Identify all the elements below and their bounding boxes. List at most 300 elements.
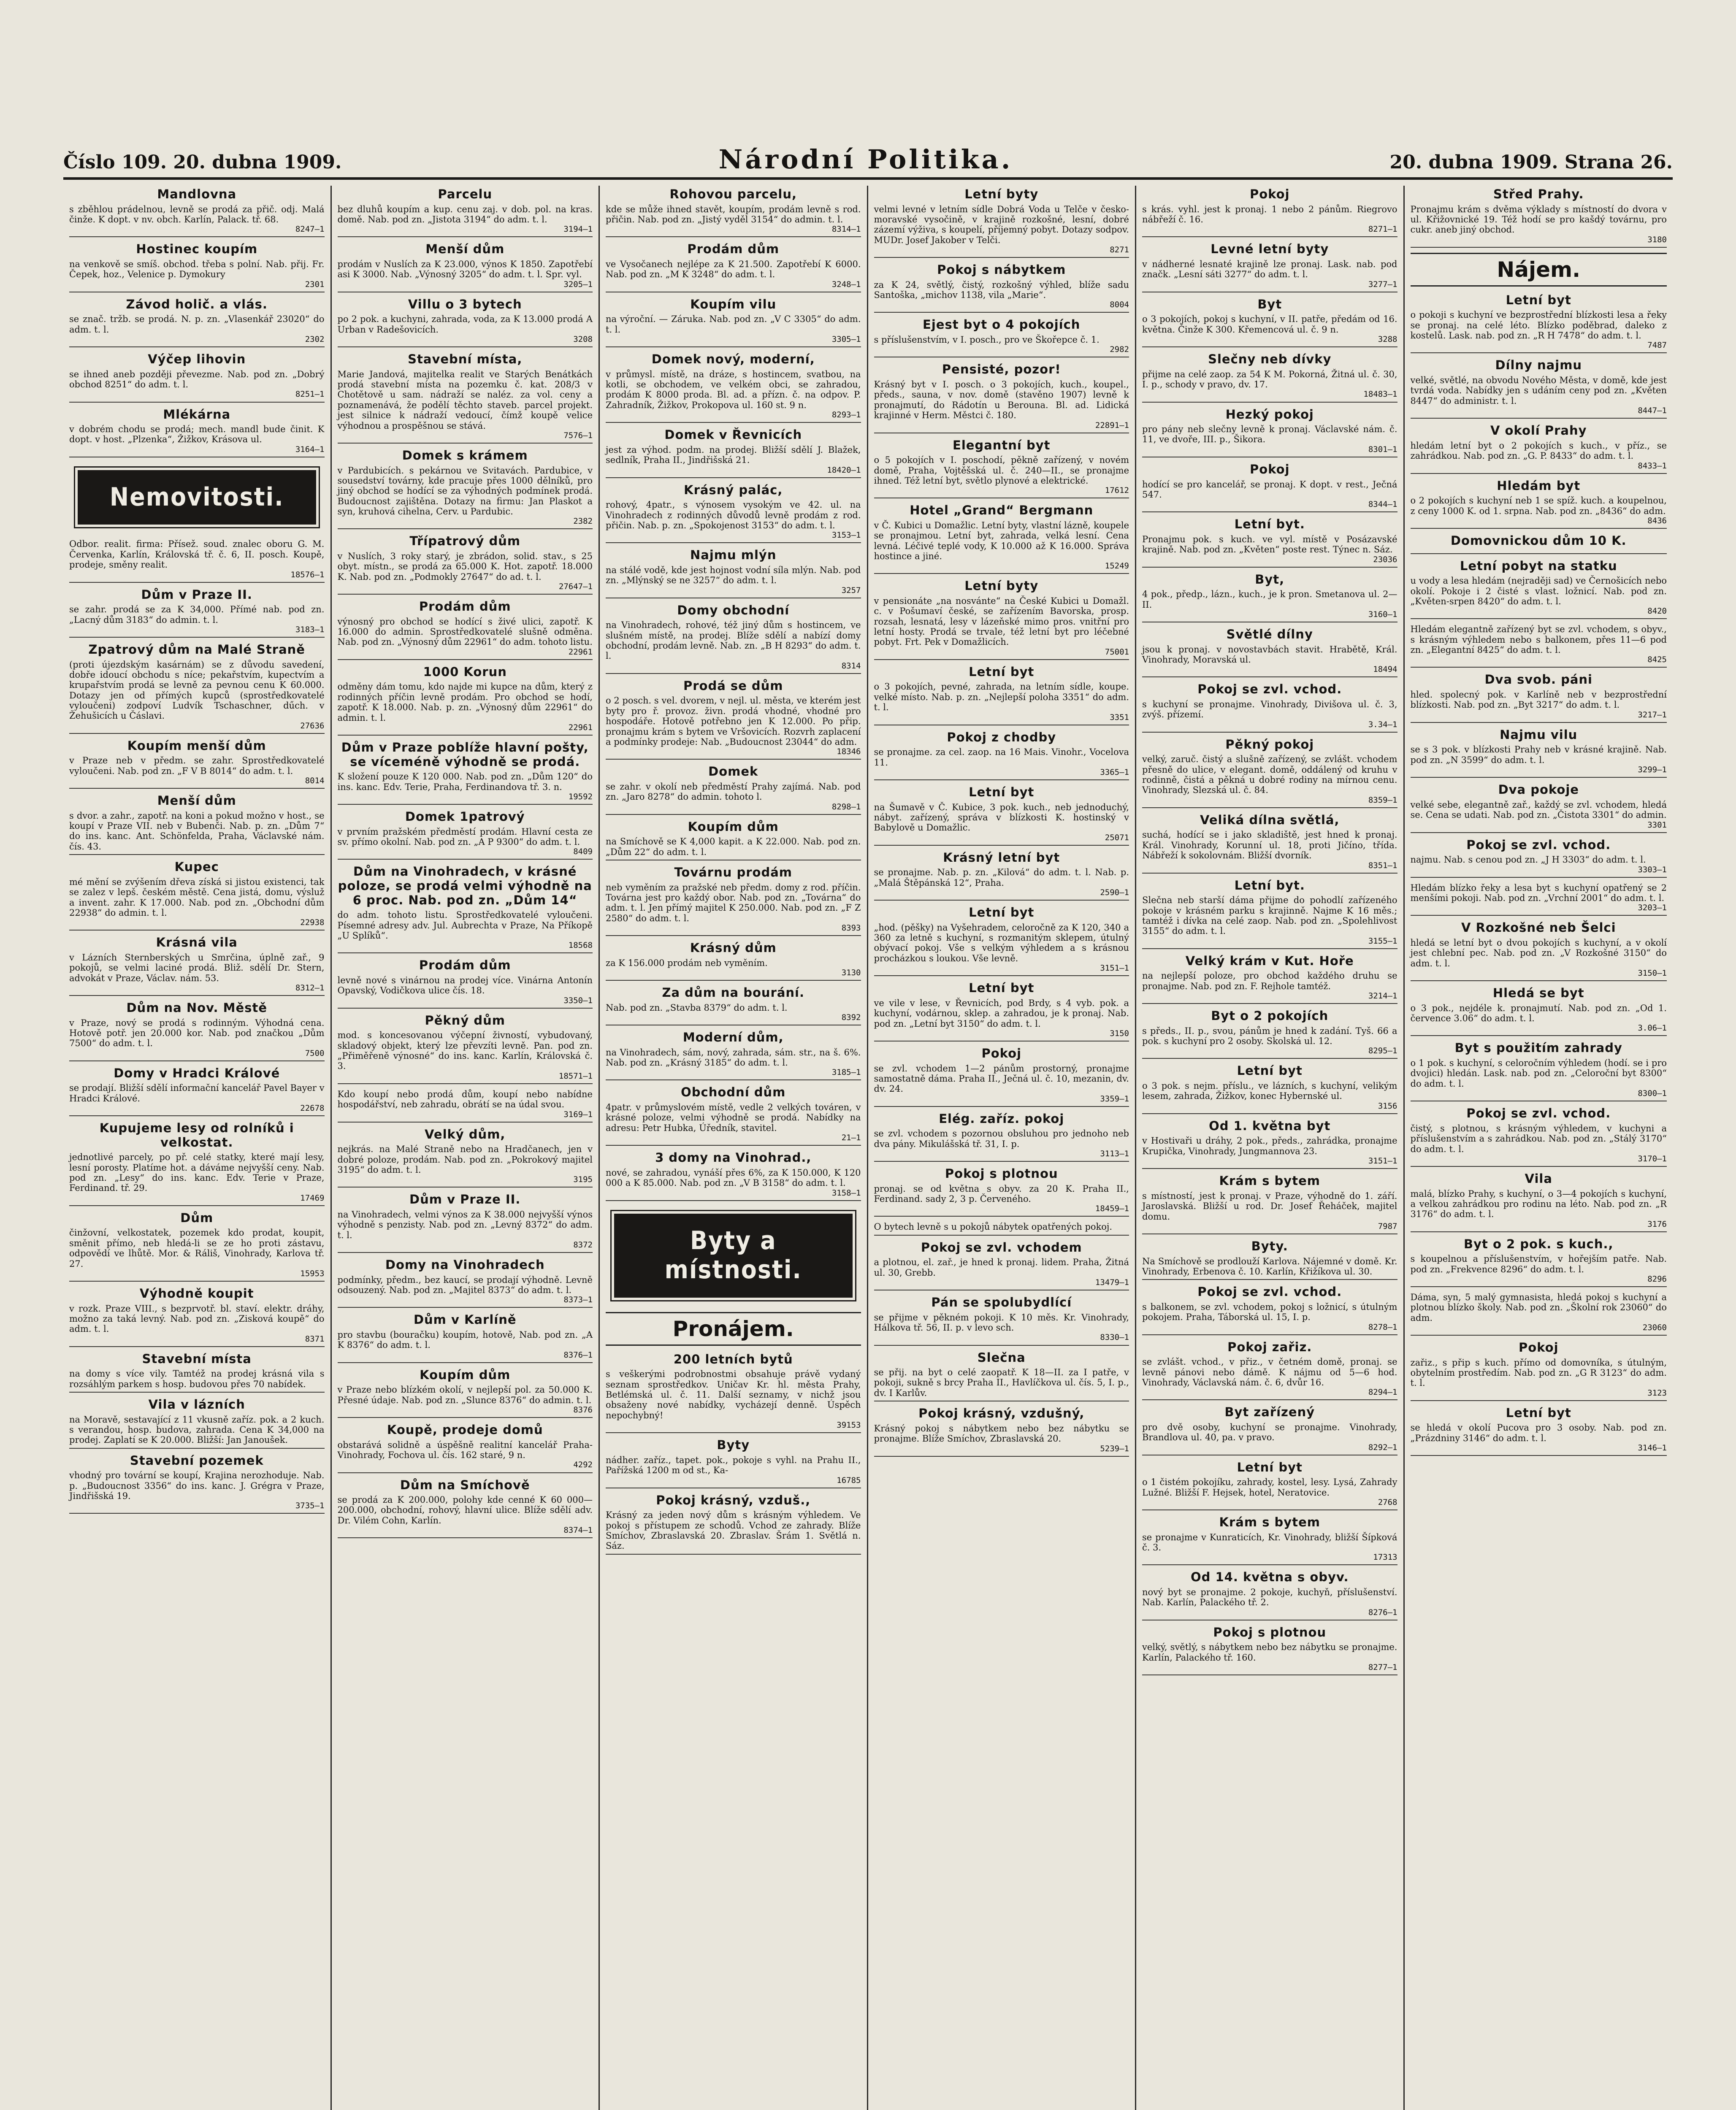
ad-text: o 3 pok., nejdéle k. pronajmutí. Nab. pod zn. „Od 1. července 3.06“ do adm. t. l. — [1410, 1003, 1667, 1024]
classified-ad — [1142, 879, 1397, 949]
ad-text: do adm. tohoto listu. Sprostředkovatelé vyloučeni. Písemné adresy adv. Jul. Aubrechta v Praze, Na Příkopě „U Splíků“. — [337, 910, 593, 941]
ad-reference-number: 8376 — [573, 1405, 593, 1415]
classified-ad — [606, 679, 861, 760]
ad-title: Letní byty — [964, 187, 1039, 201]
ad-reference-number: 2301 — [305, 279, 325, 289]
classified-ad — [338, 1478, 593, 1539]
ad-title: Kupec — [174, 860, 219, 874]
classified-ad — [874, 438, 1129, 499]
ad-text: ve vile v lese, v Řevnicích, pod Brdy, s 4 vyb. pok. a kuchyní, vodárnou, sklep. a zahradou, je k pronaj. Nab. pod zn. „Letní byt 3150“ do adm. t. l. — [874, 998, 1129, 1029]
ad-title: Vila — [1525, 1171, 1552, 1186]
classified-ad — [338, 1258, 593, 1308]
ad-reference-number: 3164—1 — [295, 444, 325, 454]
ad-title: Krám s bytem — [1219, 1515, 1320, 1530]
ad-reference-number: 2382 — [573, 517, 593, 526]
ad-title: Rohovou parcelu, — [669, 187, 797, 201]
classified-ad — [1142, 517, 1397, 567]
ad-reference-number: 4292 — [573, 1460, 593, 1470]
classified-ad — [606, 1151, 861, 1201]
ad-reference-number: 3288 — [1378, 335, 1397, 344]
ad-title: Pokoj se zvl. vchod. — [1466, 1106, 1611, 1121]
classified-ad — [874, 1351, 1129, 1402]
classified-ad — [69, 860, 325, 931]
ad-title: Výčep lihovin — [148, 352, 246, 367]
ad-text: za K 24, světlý, čistý, rozkošný výhled, blíže sadu Santoška, „michov 1138, vila „Marie“. — [874, 279, 1129, 300]
ad-reference-number: 3301 — [1647, 820, 1667, 830]
column-5 — [1136, 186, 1405, 2110]
classified-ad — [1411, 559, 1667, 619]
ad-title: Dům na Vinohradech, v krásné poloze, se prodá velmi výhodně na 6 proc. Nab. pod zn. „Dům 14“ — [338, 864, 592, 907]
ad-reference-number: 8301—1 — [1368, 444, 1397, 454]
ad-reference-number: 3257 — [841, 585, 861, 595]
ad-reference-number: 7987 — [1378, 1221, 1397, 1231]
ad-text: nové, se zahradou, vynáší přes 6%, za K 150.000, K 120 000 a K 85.000. Nab. pod zn. „V B 3158“ do adm. t. l. — [606, 1167, 861, 1188]
ad-title: Letní byt — [969, 905, 1035, 920]
ad-reference-number: 2768 — [1378, 1498, 1397, 1507]
ad-reference-number: 7500 — [305, 1048, 325, 1058]
ad-title: Pokoj se zvl. vchod. — [1197, 1285, 1342, 1299]
classified-ad — [874, 906, 1129, 976]
classified-ad — [1411, 624, 1667, 668]
ad-title: Pokoj s nábytkem — [937, 262, 1066, 277]
ad-text: v Praze, nový se prodá s rodinným. Výhodná cena. Hotově potř. jen 20.000 kor. Nab. pod značkou „Dům 7500“ do adm. t. l. — [69, 1017, 325, 1049]
ad-text: zařiz., s přip s kuch. přímo od domovníka, s útulným, obytelním prostředím. Nab. pod zn. „G R 3123“ do adm. t. l. — [1410, 1357, 1667, 1388]
ad-text: s balkonem, se zvl. vchodem, pokoj s ložnicí, s útulným pokojem. Praha, Táborská ul. 15, I. p. — [1142, 1301, 1397, 1323]
ad-reference-number: 17469 — [300, 1193, 325, 1203]
ad-text: nový byt se pronajme. 2 pokoje, kuchyň, příslušenství. Nab. Karlín, Palackého tř. 2. — [1142, 1587, 1397, 1608]
ad-title: Domek 1patrový — [405, 809, 525, 824]
classified-ad — [874, 318, 1129, 357]
ad-text: O bytech levně s u pokojů nábytek opatřených pokoj. — [874, 1222, 1113, 1232]
classified-ad — [874, 981, 1129, 1041]
ad-reference-number: 3305—1 — [831, 335, 861, 344]
classified-ad — [606, 298, 861, 347]
classified-ad — [1411, 728, 1667, 778]
ad-text: se pronajme v Kunraticích, Kr. Vinohrady, bližší Šípková č. 3. — [1142, 1532, 1397, 1553]
ad-title: Domovnickou dům 10 K. — [1450, 533, 1627, 548]
ad-reference-number: 3277—1 — [1368, 279, 1397, 289]
classified-ad — [69, 187, 325, 237]
ad-text: „hod. (pěšky) na Vyšehradem, celoročně za K 120, 340 a 360 za letně s kuchyní, s rozmanitým sklepem, útulný obývací pokoj. Vše s velkým výhledem a s krásnou procházkou s loukou. Vše levně. — [874, 922, 1129, 963]
ad-text: neb vyměním za pražské neb předm. domy z rod. příčin. Továrna jest pro každý obor. Nab. pod zn. „Továrna“ do adm. t. l. Jen přímý majitel K 250.000. Nab. pod zn. „F Z 2580“ do adm. t. l. — [606, 882, 861, 923]
ad-title: Velký dům, — [425, 1127, 506, 1142]
classified-ad — [338, 1193, 593, 1253]
ad-text: se pronajme. za cel. zaop. na 16 Mais. Vinohr., Vocelova 11. — [874, 747, 1129, 768]
ad-reference-number: 8425 — [1647, 655, 1667, 665]
classified-ad — [1142, 1174, 1397, 1234]
ad-reference-number: 8312—1 — [295, 983, 325, 993]
classified-ad — [874, 851, 1129, 901]
ad-text: se zvlášt. vchod., v přiz., v četném domě, pronaj. se levně pánovi nebo dámě. K nájmu od 5—6 hod. Vinohrady, Václavská nám. č. 6, dvůr 16. — [1142, 1357, 1397, 1388]
ad-text: 4 pok., předp., lázn., kuch., je k pron. Smetanova ul. 2—II. — [1142, 589, 1397, 610]
ad-title: Dílny najmu — [1495, 358, 1582, 373]
ad-title: Pokoj — [1249, 462, 1290, 476]
classified-ad — [69, 936, 325, 996]
classified-ad — [338, 242, 593, 292]
ad-reference-number: 22891—1 — [1095, 420, 1129, 430]
ad-text: obstarává solidně a úspěšně realitní kancelář Praha-Vinohrady, Fochova ul. čís. 162 staré, 9 n. — [337, 1439, 593, 1461]
ad-reference-number: 2982 — [1110, 345, 1129, 354]
ad-text: velmi levné v letním sídle Dobrá Voda u Telče v česko-moravské vysočině, v krajině rozkošné, lesní, dobré zázemí výživa, s koupelí, příjemný pobyt. Dotazy sodpov. MUDr. Josef Jakober v Telči. — [874, 204, 1129, 245]
ad-reference-number: 3158—1 — [831, 1188, 861, 1198]
classified-ad — [1411, 358, 1667, 419]
ad-title: Koupím dům — [420, 1367, 511, 1382]
classified-ad — [1411, 1292, 1667, 1336]
ad-title: Byt o 2 pok. s kuch., — [1464, 1236, 1614, 1251]
ad-title: Dům v Praze poblíže hlavní pošty, se víceméně výhodně se prodá. — [341, 740, 589, 769]
ad-text: mé mění se zvýšením dřeva získá si jistou existenci, tak se zalez v lepš. českém městě. Cena jistá, domu, výsluž a invent. zahr. K 17.000. Nab. pod zn. „Obchodní dům 22938“ do admin. t. l. — [69, 876, 325, 918]
ad-reference-number: 8300—1 — [1638, 1089, 1667, 1098]
classified-ad — [69, 643, 325, 734]
ad-title: Koupím dům — [688, 819, 779, 834]
ad-title: Menší dům — [425, 242, 505, 257]
classified-ad — [1142, 1626, 1397, 1675]
ad-reference-number: 8376—1 — [563, 1350, 593, 1360]
classified-ad — [338, 1014, 593, 1084]
ad-text: ve Vysočanech nejlépe za K 21.500. Zapotřebí K 6000. Nab. pod zn. „M K 3248“ do adm. t. l. — [606, 259, 861, 280]
ad-text: prodám v Nuslích za K 23.000, výnos K 1850. Zapotřebí asi K 3000. Nab. „Výnosný 3205“ do adm. t. l. Spr. vyl. — [337, 259, 593, 280]
ad-title: Letní byt — [969, 981, 1035, 995]
ad-text: s kuchyní se pronajme. Vinohrady, Divišova ul. č. 3, zvýš. přízemí. — [1142, 699, 1397, 720]
ad-text: velký, zaruč. čistý a slušně zařízený, se zvlášt. vchodem přesně do ulice, v elegant. domě, oddálený od kruhu v rodinně, čistá a pěkná u dobré rodiny na mírnou cenu. Vinohrady, Slezská ul. č. 84. — [1142, 754, 1397, 795]
classified-ad — [338, 1128, 593, 1188]
ad-title: Elegantní byt — [953, 438, 1051, 452]
classified-ad — [69, 408, 325, 457]
classified-ad — [606, 941, 861, 981]
ad-title: Obchodní dům — [681, 1085, 786, 1100]
ad-reference-number: 22961 — [568, 647, 593, 657]
ad-text: pro dvě osoby, kuchyní se pronajme. Vinohrady, Brandlova ul. 40, pa. v pravo. — [1142, 1422, 1397, 1443]
ad-reference-number: 8278—1 — [1368, 1322, 1397, 1332]
classified-ad — [874, 263, 1129, 313]
ad-reference-number: 3299—1 — [1638, 765, 1667, 775]
ad-text: o 1 čistém pokojíku, zahrady, kostel, lesy. Lysá, Zahrady Lužné. Bližší F. Hejsek, hotel, Neratovice. — [1142, 1477, 1397, 1498]
ad-text: K složení pouze K 120 000. Nab. pod zn. „Dům 120“ do ins. kanc. Edv. Terie, Praha, Ferdinandova tř. 3. n. — [337, 771, 593, 792]
ad-title: Hledám byt — [1497, 478, 1581, 493]
ad-reference-number: 3176 — [1647, 1219, 1667, 1229]
ad-text: o 1 pok. s kuchyní, s celoročním výhledem (hodí. se i pro dvojici) hledán. Lask. nab. pod zn. „Celoroční byt 8300“ do adm. t. l. — [1410, 1058, 1667, 1089]
classified-ad — [69, 1352, 325, 1393]
ad-reference-number: 8393 — [841, 923, 861, 933]
classified-ad — [874, 187, 1129, 258]
classified-ad — [338, 600, 593, 660]
ad-reference-number: 8436 — [1647, 516, 1667, 525]
ad-text: na nejlepší poloze, pro obchod každého druhu se pronajme. Nab. pod zn. F. Rejhole tamtéž. — [1142, 971, 1397, 991]
ad-title: Hotel „Grand“ Bergmann — [910, 503, 1094, 518]
ad-text: v dobrém chodu se prodá; mech. mandl bude činit. K dopt. v host. „Plzenka“, Žižkov, Krásova ul. — [69, 424, 325, 445]
ad-title: Pokoj se zvl. vchod. — [1466, 837, 1611, 852]
ad-reference-number: 8271—1 — [1368, 225, 1397, 234]
newspaper-title: Národní Politika. — [718, 144, 1013, 175]
ad-reference-number: 8374—1 — [563, 1526, 593, 1535]
classified-ad — [606, 1493, 861, 1555]
ad-reference-number: 8294—1 — [1368, 1388, 1397, 1397]
ad-title: Pěkný pokoj — [1225, 737, 1314, 752]
ad-text: Hledám blízko řeky a lesa byt s kuchyní opatřený se 2 menšími pokoji. Nab. pod zn. „Vrchní 2001“ do adm. t. l. — [1410, 882, 1667, 903]
ad-title: Od 1. května byt — [1209, 1118, 1331, 1133]
classified-ad — [606, 1438, 861, 1488]
ad-reference-number: 8298—1 — [831, 802, 861, 812]
classified-ad — [1142, 1461, 1397, 1510]
ad-text: se prodají. Bližší sdělí informační kancelář Pavel Bayer v Hradci Králové. — [69, 1083, 325, 1104]
ad-text: s dvor. a zahr., zapotř. na koni a pokud možno v host., se koupí v Praze VII. neb v Bubenči. Nab. p. zn. „Dům 7“ do ins. kanc. Ant. Schönfelda, Praha, Václavské nám. čís. 43. — [69, 810, 325, 852]
ad-reference-number: 18568 — [568, 941, 593, 950]
ad-title: Byty — [717, 1438, 750, 1453]
ad-reference-number: 8351—1 — [1368, 860, 1397, 870]
ad-title: Dům v Praze II. — [141, 587, 252, 602]
classified-ad — [338, 1423, 593, 1473]
ad-title: Prodám dům — [419, 599, 511, 614]
ad-reference-number: 8295—1 — [1368, 1046, 1397, 1056]
ad-text: se zahr. prodá se za K 34,000. Přímé nab. pod zn. „Lacný dům 3183“ do admin. t. l. — [69, 604, 325, 625]
classified-ad — [69, 352, 325, 402]
ad-text: na stálé vodě, kde jest hojnost vodní síla mlýn. Nab. pod zn. „Mlýnský se ne 3257“ do adm. t. l. — [606, 565, 861, 586]
classified-ad — [874, 665, 1129, 725]
ad-text: najmu. Nab. s cenou pod zn. „J H 3303“ do adm. t. l. — [1410, 855, 1646, 865]
ad-text: s předs., II. p., svou, pánům je hned k zadání. Tyš. 66 a pok. s kuchyní pro 2 osoby. Skolská ul. 12. — [1142, 1025, 1397, 1047]
ad-reference-number: 23036 — [1373, 555, 1397, 564]
ad-title: Menší dům — [157, 793, 236, 808]
ad-title: Výhodně koupit — [139, 1286, 254, 1301]
ad-title: Střed Prahy. — [1493, 187, 1584, 201]
ad-text: se prodá za K 200.000, polohy kde cenné K 60 000—200.000, obchodní, rohový, hlavní ulice. Blíže sdělí adv. Dr. Vilém Cohn, Karlín. — [337, 1495, 593, 1526]
ad-text: výnosný pro obchod se hodící s živé ulici, zapotř. K 16.000 do admin. Sprostředkovatelé slušně odměna. Nab. pod zn. „Výnosný dům 22961“ do adm. tohoto listu. — [337, 616, 593, 647]
ad-text: jednotlivé parcely, po př. celé statky, které mají lesy, lesní porosty. Platíme hot. a dáváme nejvyšší ceny. Nab. pod zn. „Lesy“ do ins. kanc. Edv. Terie v Praze, Ferdinand. tř. 29. — [69, 1152, 325, 1193]
ad-text: pronaj. se od května s obyv. za 20 K. Praha II., Ferdinand. sady 2, 3 p. Červeného. — [874, 1183, 1129, 1204]
ad-title: Koupím menší dům — [127, 738, 266, 753]
ad-title: Mandlovna — [157, 187, 237, 201]
ad-text: na Vinohradech, rohové, též jiný dům s hostincem, ve slušném místě, na prodej. Blíže sdělí a nabízí domy obchodní, prodám levně. Nab. zn. „B H 8293“ do adm. t. l. — [606, 620, 861, 661]
ad-text: Krásný byt v I. posch. o 3 pokojích, kuch., koupel., předs., sauna, v nov. domě (stavěno 1907) levně k pronajmutí, do Rádotín u Berouna. Bl. ad. Lidická krajinné v Herm. Městci č. 180. — [874, 379, 1129, 421]
ad-reference-number: 3.34—1 — [1368, 720, 1397, 729]
ad-title: Byty. — [1251, 1239, 1288, 1253]
classified-ad — [338, 1313, 593, 1363]
ad-text: na Vinohradech, sám, nový, zahrada, sám. str., na š. 6%. Nab. pod zn. „Krásný 3185“ do adm. t. l. — [606, 1047, 861, 1068]
column-2 — [332, 186, 600, 2110]
classified-ad — [606, 428, 861, 478]
ad-title: Letní byt — [969, 784, 1035, 799]
ad-title: Pokoj — [1518, 1340, 1559, 1355]
ad-text: na domy s více vily. Tamtéž na prodej krásná vila s rozsáhlým parkem s hosp. budovou přes 70 nabídek. — [69, 1369, 325, 1389]
classified-ad — [1142, 242, 1397, 292]
ad-text: Krásný pokoj s nábytkem nebo bez nábytku se pronajme. Blíže Smíchov, Zbraslavská 20. — [874, 1423, 1129, 1444]
classified-ad — [69, 1066, 325, 1116]
ad-text: v Pardubicích. s pekárnou ve Svitavách. Pardubice, v sousedství továrny, kde pracuje přes 1000 dělníků, pro jiný obchod se hodící se za výhodných podmínek prodá. Budoucnost zajištěna. Dotazy na firmu: Jan Plaskot a syn, kruhová cihelna, Cerv. u Pardubic. — [337, 465, 593, 517]
ad-reference-number: 8330—1 — [1100, 1333, 1129, 1342]
ad-title: Letní byty — [964, 579, 1039, 593]
ad-title: Domek nový, moderní, — [651, 352, 815, 367]
classified-ad — [338, 449, 593, 529]
ad-reference-number: 8373—1 — [563, 1295, 593, 1305]
ad-title: Od 14. května s obyv. — [1190, 1570, 1349, 1585]
column-4 — [868, 186, 1137, 2110]
ad-reference-number: 3735—1 — [295, 1501, 325, 1511]
ad-title: Krásný letní byt — [943, 850, 1060, 865]
ad-title: Letní byt — [1506, 292, 1571, 307]
classified-ad — [874, 785, 1129, 846]
ad-reference-number: 7487 — [1647, 341, 1667, 350]
ad-reference-number: 3150 — [1110, 1028, 1129, 1038]
ad-reference-number: 8292—1 — [1368, 1442, 1397, 1452]
ad-title: Letní byt — [969, 664, 1035, 679]
ad-title: Stavební pozemek — [130, 1453, 264, 1468]
ad-reference-number: 13479—1 — [1095, 1278, 1129, 1288]
ad-text: s krás. vyhl. jest k pronaj. 1 nebo 2 pánům. Riegrovo nábřeží č. 16. — [1142, 204, 1397, 225]
classified-ad — [874, 579, 1129, 660]
ad-text: se hledá v okolí Pucova pro 3 osoby. Nab. pod zn. „Prázdniny 3146“ do adm. t. l. — [1410, 1423, 1667, 1443]
classified-ad — [338, 958, 593, 1008]
classified-ad — [1142, 298, 1397, 347]
ad-reference-number: 8314—1 — [831, 225, 861, 234]
ad-title: Domy obchodní — [677, 603, 790, 617]
ad-title: Pán se spolubydlící — [931, 1295, 1072, 1310]
ad-text: v Praze nebo blízkém okolí, v nejlepší pol. za 50.000 K. Přesné údaje. Nab. pod zn. „Slunce 8376“ do admin. t. l. — [337, 1385, 593, 1405]
ad-text: na Moravě, sestavající z 11 vkusně zaříz. pok. a 2 kuch. s verandou, hosp. budova, zahrada. Cena K 34,000 na prodej. Zaplatí se K 20.000. Bližší: Jan Janoušek. — [69, 1414, 325, 1445]
classified-ad — [874, 1047, 1129, 1107]
classified-ad — [1411, 424, 1667, 473]
ad-title: Pokoj krásný, vzdušný, — [918, 1406, 1085, 1421]
ad-title: Parcelu — [438, 187, 493, 201]
ad-reference-number: 8293—1 — [831, 410, 861, 420]
ad-text: s příslušenstvím, v I. posch., pro ve Škořepce č. 1. — [874, 335, 1100, 345]
ad-reference-number: 8004 — [1110, 300, 1129, 310]
ad-reference-number: 3150—1 — [1638, 968, 1667, 978]
ad-text: hodící se pro kancelář, se pronaj. K dopt. v rest., Ječná 547. — [1142, 479, 1397, 500]
classified-ad — [874, 503, 1129, 574]
ad-text: o 5 pokojích v I. poschodí, pěkně zařízený, v novém domě, Praha, Vojtěšská ul. č. 240—II., se pronajme ihned. Též letní byt, světlo plynové a elektrické. — [874, 455, 1129, 486]
ad-reference-number: 8433—1 — [1638, 461, 1667, 471]
ad-text: na venkově se smíš. obchod. třeba s polní. Nab. přij. Fr. Čepek, hoz., Velenice p. Dymokury — [69, 259, 325, 280]
ad-reference-number: 3365—1 — [1100, 767, 1129, 777]
ad-title: Dva svob. páni — [1484, 672, 1592, 687]
ad-reference-number: 18576—1 — [290, 570, 325, 579]
ad-reference-number: 21—1 — [841, 1133, 861, 1143]
ad-text: suchá, hodící se i jako skladiště, jest hned k pronaj. Král. Vinohrady, Korunní ul. 18, proti Jičíno, třída. Nábřeží k sokolovnám. Bližší dvorník. — [1142, 830, 1397, 861]
classified-ad — [606, 986, 861, 1025]
classified-ad — [874, 362, 1129, 433]
ad-reference-number: 8359—1 — [1368, 795, 1397, 805]
classified-ad — [606, 765, 861, 814]
ad-text: bez dluhů koupím a kup. cenu zaj. v dob. pol. na kras. domě. Nab. pod zn. „Jistota 3194“ do adm. t. l. — [337, 204, 593, 225]
ad-reference-number: 8314 — [841, 661, 861, 671]
ad-reference-number: 3303—1 — [1638, 865, 1667, 874]
classified-ad — [338, 741, 593, 805]
classified-ad — [1411, 187, 1667, 248]
ad-title: 200 letních bytů — [673, 1352, 793, 1366]
ad-title: Letní byt — [1237, 1460, 1303, 1474]
section-heading-nemovitosti: Nemovitosti. — [78, 470, 316, 525]
ad-reference-number: 39153 — [837, 1420, 861, 1430]
classified-ad — [69, 739, 325, 789]
ad-title: Továrnu prodám — [674, 865, 793, 879]
classified-ad — [338, 865, 593, 953]
section-heading-byty: Byty a místnosti. — [614, 1214, 853, 1298]
ad-title: Krásný palác, — [684, 482, 783, 497]
classified-ad — [1411, 1041, 1667, 1101]
classified-ad — [1142, 1119, 1397, 1169]
ad-text: o 3 pokojích, pevné, zahrada, na letním sídle, koupe. velké místo. Nab. p. zn. „Nejlepší poloha 3351“ do adm. t. l. — [874, 682, 1129, 713]
ad-text: o 2 posch. s vel. dvorem, v nejl. ul. města, ve kterém jest byty pro ř. provoz. živn. prodá vhodné, vhodné pro hospodáře. Hotově potřebno jen K 12.000. Po přip. pronajmu krám s bytem ve Vršovicích. Rozvrh zaplacení a podmínky prodeje: Nab. „Budoucnost 23044“ do adm. — [606, 695, 861, 747]
ad-text: Slečna neb starší dáma přijme do pohodlí zařízeného pokoje v krásném parku s krajinně. Najme K 16 měs.; tamtéž i dívka na celé zaop. Nab. pod zn. „Spolehlivost 3155“ do adm. t. l. — [1142, 895, 1397, 936]
classified-ad — [1411, 986, 1667, 1036]
ad-text: činžovní, velkostatek, pozemek kdo prodat, koupit, směnit přímo, neb hledá-li se ze ho proti zástavu, odpovědí ve lhůtě. Mor. & Ráliš, Vinohrady, Karlova tř. 27. — [69, 1228, 325, 1269]
ad-text: v průmysl. místě, na dráze, s hostincem, svatbou, na kotli, se obchodem, ve velkém obci, se zahradou, prodám K 8000 proda. Bl. ad. a přízn. č. na odpov. P. Zahradník, Žižkov, Prokopova ul. 160 st. 9 n. — [606, 369, 861, 410]
ad-title: Dům v Karlíně — [413, 1312, 517, 1327]
ad-text: s místností, jest k pronaj. v Praze, výhodně do 1. září. Jaroslavská. Bližší u rod. Dr. Josef Řeháček, majitel domu. — [1142, 1190, 1397, 1222]
ad-title: Letní byt. — [1234, 517, 1305, 532]
ad-text: Na Smíchově se prodlouží Karlova. Nájemné v domě. Kr. Vinohrady, Erbenova č. 10. Karlín, Křižíkova ul. 30. — [1142, 1256, 1397, 1277]
ad-text: se s 3 pok. v blízkosti Prahy neb v krásné krajině. Nab. pod zn. „N 3599“ do adm. t. l. — [1410, 744, 1667, 765]
ad-title: Dům na Nov. Městě — [126, 1001, 267, 1015]
ad-text: jsou k pronaj. v novostavbách stavit. Hrabětě, Král. Vinohrady, Moravská ul. — [1142, 644, 1397, 665]
ad-title: Domy na Vinohradech — [385, 1258, 545, 1272]
ad-text: za K 156.000 prodám neb vyměním. — [606, 958, 768, 968]
ad-title: V Rozkošné neb Šelci — [1461, 920, 1616, 935]
ad-title: 1000 Korun — [423, 664, 507, 679]
ad-text: hledám letní byt o 2 pokojích s kuch., v příz., se zahrádkou. Nab. pod zn. „G. P. 8433“ do adm. t. l. — [1410, 440, 1667, 461]
ad-reference-number: 3180 — [1647, 235, 1667, 244]
ad-text: na Vinohradech, velmi výnos za K 38.000 nejvyšší výnos výhodně s penzisty. Nab. pod zn. „Levný 8372“ do adm. t. l. — [337, 1209, 593, 1240]
ad-title: Levné letní byty — [1211, 242, 1329, 257]
ad-reference-number: 3359—1 — [1100, 1094, 1129, 1104]
ad-title: Prodám dům — [419, 958, 511, 973]
ad-text: Marie Jandová, majitelka realit ve Starých Benátkách prodá stavební místa na pozemku č. kat. 208/3 v Chotětově u sam. nádraží se naléz. za vol. ceny a poznamenává, že podělí těchto staveb. parcel projekt. jest silnice k nádraží vedoucí, čímž koupě velice výhodnou a prospěšnou se stává. — [337, 369, 593, 431]
ad-title: Světlé dílny — [1226, 627, 1313, 641]
ad-text: na výroční. — Záruka. Nab. pod zn. „V C 3305“ do adm. t. l. — [606, 314, 861, 335]
classified-ad — [338, 352, 593, 444]
ad-text: Pronajmu krám s dvěma výklady s místností do dvora v ul. Křižovnické 19. Též hodí se pro kašdý továrnu, pro cukr. aneb jiný obchod. — [1410, 204, 1667, 235]
ad-text: o 2 pokojích s kuchyní neb 1 se spíž. kuch. a koupelnou, z ceny 1000 K. od 1. srpna. Nab. pod zn. „8436“ do adm. — [1410, 495, 1667, 516]
ad-text: Hledám elegantně zařízený byt se zvl. vchodem, s obyv., s krásným výhledem nebo s balkonem, přes 11—6 pod zn. „Elegantní 8425“ do adm. t. l. — [1410, 624, 1667, 655]
ad-reference-number: 3194—1 — [563, 225, 593, 234]
ad-title: Prodá se dům — [683, 678, 783, 693]
ad-title: Pokoj — [1249, 187, 1290, 201]
ad-reference-number: 3214—1 — [1368, 991, 1397, 1001]
classified-columns — [63, 186, 1673, 2110]
ad-title: Moderní dům, — [682, 1030, 784, 1045]
classified-ad — [1411, 1106, 1667, 1167]
classified-ad — [1411, 1237, 1667, 1287]
classified-ad — [606, 352, 861, 423]
ad-title: Hezký pokoj — [1225, 407, 1314, 422]
ad-text: nejkrás. na Malé Straně nebo na Hradčanech, jen v dobré poloze, prodám. Nab. pod zn. „Pokrokový majitel 3195“ do adm. t. l. — [337, 1144, 593, 1175]
classified-ad — [1411, 1341, 1667, 1401]
ad-reference-number: 22678 — [300, 1104, 325, 1113]
ad-text: se zvl. vchodem s pozornou obsluhou pro jednoho neb dva pány. Mikulášská tř. 31, I. p. — [874, 1128, 1129, 1149]
classified-ad — [1411, 1172, 1667, 1232]
ad-reference-number: 3123 — [1647, 1388, 1667, 1398]
ad-title: Dům na Smíchově — [400, 1477, 530, 1492]
ad-text: v Č. Kubici u Domažlic. Letní byty, vlastní lázně, koupele se pronajmou. Letní byt, zahrada, velká lesní. Cena levná. Léčivé teplé vody, K 10.000 až K 16.000. Správa hostince a jiné. — [874, 520, 1129, 562]
ad-text: malá, blízko Prahy, s kuchyní, o 3—4 pokojích s kuchyní, a velkou zahrádkou pro rodinu na léto. Nab. pod zn. „R 3176“ do adm. t. l. — [1410, 1188, 1667, 1220]
ad-title: Zpatrový dům na Malé Straně — [88, 642, 305, 657]
classified-ad — [338, 1089, 593, 1123]
ad-text: v Praze neb v předm. se zahr. Sprostředkovatelé vyloučeni. Nab. pod zn. „F V B 8014“ do adm. t. l. — [69, 755, 325, 776]
classified-ad — [338, 298, 593, 347]
ad-text: v Lázních Sternberských u Smrčina, úplně zař., 9 pokojů, se velmi laciné prodá. Bliž. sdělí Dr. Stern, advokát v Praze, Václav. nám. 53. — [69, 952, 325, 983]
classified-ad — [874, 1167, 1129, 1217]
ad-reference-number: 75001 — [1105, 647, 1129, 657]
ad-reference-number: 3130 — [841, 968, 861, 978]
ad-text: (proti újezdským kasárnám) se z důvodu savedení, dobře idoucí obchodu s níce; pekařstvím, kupectvím a krupařstvím prodá se levně za pevnou cenu K 60.000. Dotazy jen od přímých kupců (sprostředkovatelé vyloučeni) zodpoví Ludvík Tschaschner, dűch. v Žehušicích u Čáslavi. — [69, 659, 325, 721]
ad-text: Odbor. realit. firma: Přísež. soud. znalec oboru G. M. Červenka, Karlín, Královská tř. č. 6, II. posch. Koupě, prodeje, směny realit. — [69, 539, 325, 570]
ad-title: Krám s bytem — [1219, 1174, 1320, 1188]
ad-title: Vila v lázních — [148, 1397, 245, 1412]
ad-title: Pokoj z chodby — [947, 730, 1056, 744]
classified-ad — [1411, 673, 1667, 722]
classified-ad — [69, 1121, 325, 1206]
ad-title: Najmu vilu — [1500, 727, 1578, 742]
